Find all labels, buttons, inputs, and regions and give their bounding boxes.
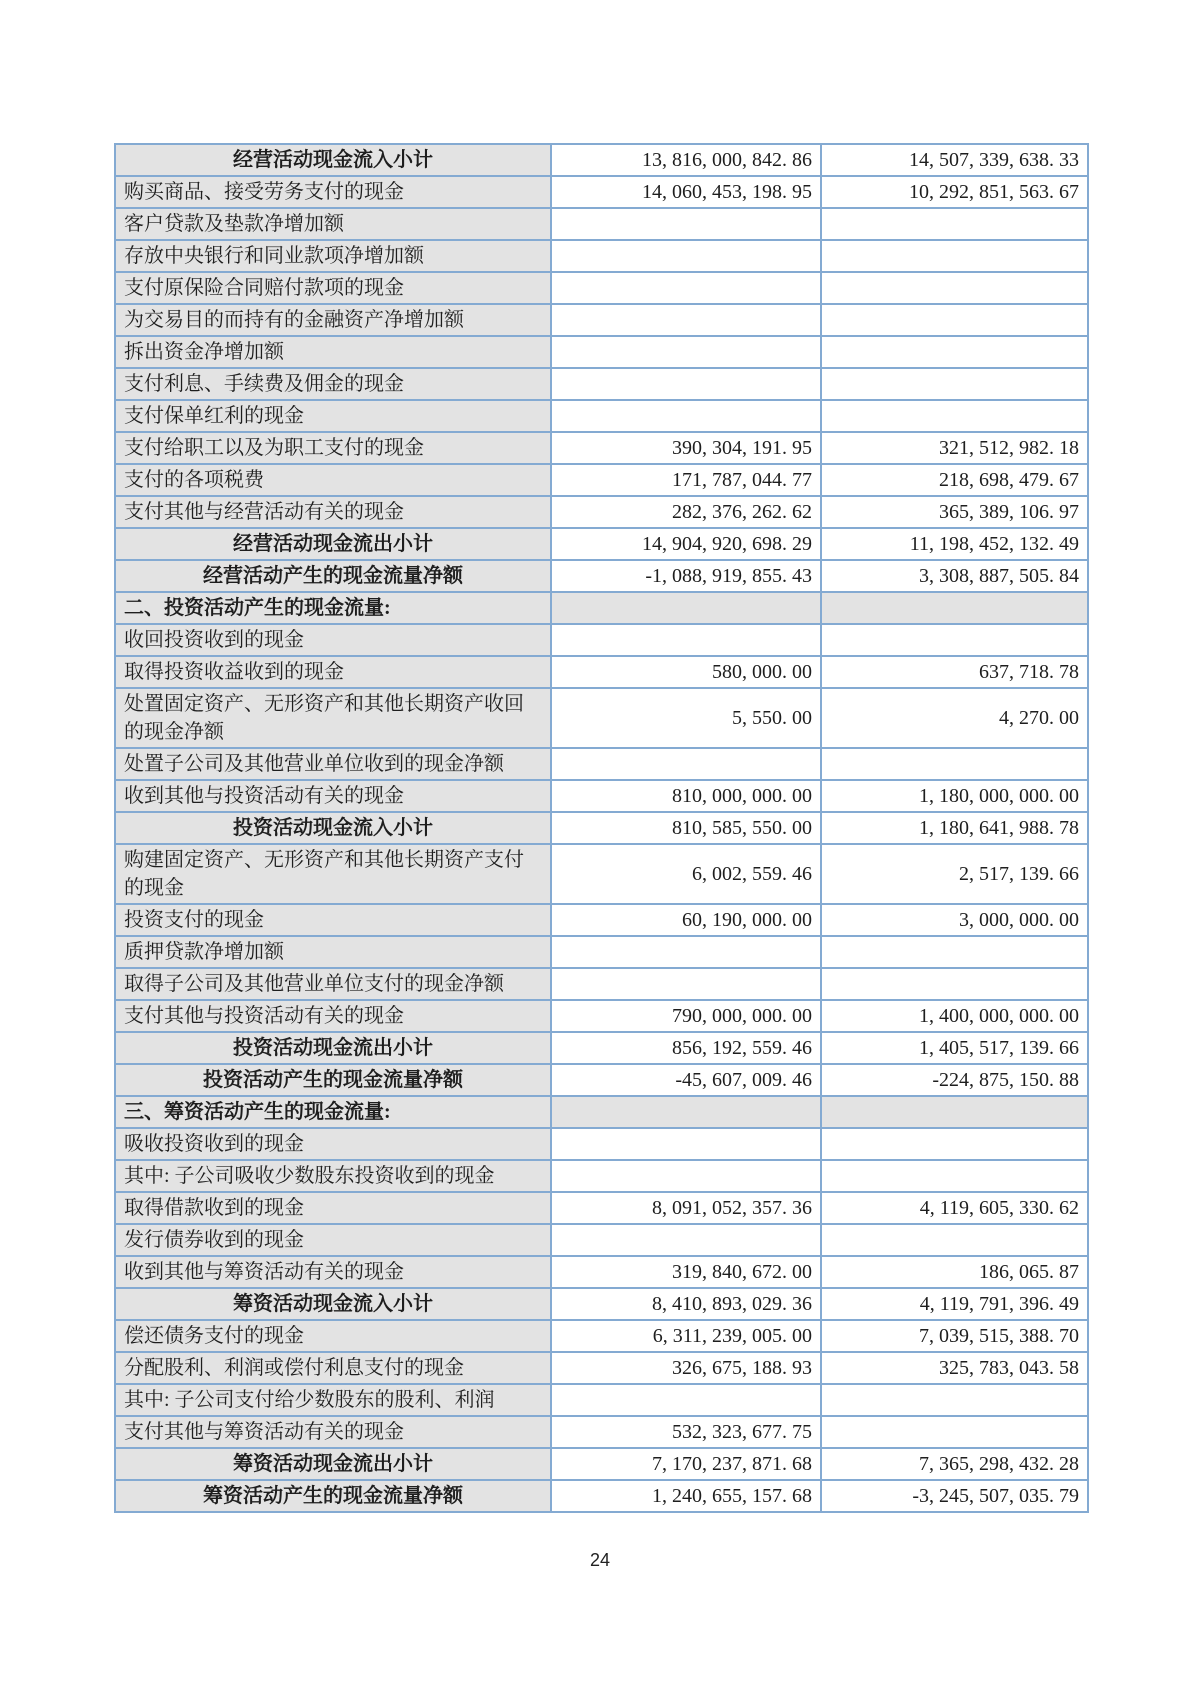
current-period-value-cell: 8, 410, 893, 029. 36 [551, 1288, 821, 1320]
item-label-cell: 筹资活动现金流出小计 [115, 1448, 551, 1480]
item-label-cell: 取得子公司及其他营业单位支付的现金净额 [115, 968, 551, 1000]
item-label-cell: 收回投资收到的现金 [115, 624, 551, 656]
item-label-cell: 经营活动现金流出小计 [115, 528, 551, 560]
current-period-value-cell: -45, 607, 009. 46 [551, 1064, 821, 1096]
item-label-cell: 存放中央银行和同业款项净增加额 [115, 240, 551, 272]
item-label-cell: 处置固定资产、无形资产和其他长期资产收回的现金净额 [115, 688, 551, 748]
item-label-cell: 其中: 子公司支付给少数股东的股利、利润 [115, 1384, 551, 1416]
prior-period-value-cell: -3, 245, 507, 035. 79 [821, 1480, 1088, 1512]
table-row [115, 844, 1088, 904]
table-row [115, 780, 1088, 812]
prior-period-value-cell: 186, 065. 87 [821, 1256, 1088, 1288]
item-label-cell: 经营活动现金流入小计 [115, 144, 551, 176]
table-row [115, 1224, 1088, 1256]
prior-period-value-cell [821, 368, 1088, 400]
item-label-cell: 支付保单红利的现金 [115, 400, 551, 432]
table-row [115, 1352, 1088, 1384]
current-period-value-cell [551, 1384, 821, 1416]
table-row [115, 208, 1088, 240]
item-label-cell: 投资活动现金流入小计 [115, 812, 551, 844]
item-label-cell: 发行债券收到的现金 [115, 1224, 551, 1256]
table-row [115, 904, 1088, 936]
cash-flow-statement-table [114, 143, 1089, 1513]
current-period-value-cell [551, 1224, 821, 1256]
table-row [115, 1384, 1088, 1416]
current-period-value-cell [551, 1128, 821, 1160]
prior-period-value-cell [821, 748, 1088, 780]
table-row [115, 272, 1088, 304]
table-row [115, 368, 1088, 400]
prior-period-value-cell [821, 208, 1088, 240]
table-row [115, 400, 1088, 432]
prior-period-value-cell [821, 936, 1088, 968]
prior-period-value-cell: 3, 308, 887, 505. 84 [821, 560, 1088, 592]
prior-period-value-cell [821, 400, 1088, 432]
table-row [115, 936, 1088, 968]
prior-period-value-cell: 14, 507, 339, 638. 33 [821, 144, 1088, 176]
current-period-value-cell [551, 400, 821, 432]
item-label-cell: 偿还债务支付的现金 [115, 1320, 551, 1352]
prior-period-value-cell: 1, 405, 517, 139. 66 [821, 1032, 1088, 1064]
table-row [115, 1192, 1088, 1224]
prior-period-value-cell [821, 968, 1088, 1000]
table-row [115, 592, 1088, 624]
table-row [115, 240, 1088, 272]
table-row [115, 1448, 1088, 1480]
current-period-value-cell: 390, 304, 191. 95 [551, 432, 821, 464]
prior-period-value-cell [821, 336, 1088, 368]
prior-period-value-cell: -224, 875, 150. 88 [821, 1064, 1088, 1096]
item-label-cell: 支付利息、手续费及佣金的现金 [115, 368, 551, 400]
table-row [115, 1032, 1088, 1064]
item-label-cell: 购建固定资产、无形资产和其他长期资产支付的现金 [115, 844, 551, 904]
prior-period-value-cell: 1, 400, 000, 000. 00 [821, 1000, 1088, 1032]
item-label-cell: 支付原保险合同赔付款项的现金 [115, 272, 551, 304]
prior-period-value-cell [821, 592, 1088, 624]
current-period-value-cell: 580, 000. 00 [551, 656, 821, 688]
current-period-value-cell: 6, 311, 239, 005. 00 [551, 1320, 821, 1352]
item-label-cell: 收到其他与筹资活动有关的现金 [115, 1256, 551, 1288]
table-row [115, 1416, 1088, 1448]
current-period-value-cell [551, 272, 821, 304]
prior-period-value-cell: 321, 512, 982. 18 [821, 432, 1088, 464]
current-period-value-cell: 532, 323, 677. 75 [551, 1416, 821, 1448]
current-period-value-cell: -1, 088, 919, 855. 43 [551, 560, 821, 592]
current-period-value-cell: 5, 550. 00 [551, 688, 821, 748]
current-period-value-cell: 60, 190, 000. 00 [551, 904, 821, 936]
item-label-cell: 支付其他与经营活动有关的现金 [115, 496, 551, 528]
table-row [115, 144, 1088, 176]
item-label-cell: 支付给职工以及为职工支付的现金 [115, 432, 551, 464]
current-period-value-cell: 810, 000, 000. 00 [551, 780, 821, 812]
current-period-value-cell: 6, 002, 559. 46 [551, 844, 821, 904]
current-period-value-cell: 282, 376, 262. 62 [551, 496, 821, 528]
prior-period-value-cell: 218, 698, 479. 67 [821, 464, 1088, 496]
table-row [115, 560, 1088, 592]
prior-period-value-cell: 10, 292, 851, 563. 67 [821, 176, 1088, 208]
current-period-value-cell [551, 304, 821, 336]
table-row [115, 464, 1088, 496]
table-row [115, 1320, 1088, 1352]
item-label-cell: 质押贷款净增加额 [115, 936, 551, 968]
current-period-value-cell: 14, 904, 920, 698. 29 [551, 528, 821, 560]
item-label-cell: 支付其他与筹资活动有关的现金 [115, 1416, 551, 1448]
prior-period-value-cell [821, 1224, 1088, 1256]
current-period-value-cell [551, 1096, 821, 1128]
item-label-cell: 吸收投资收到的现金 [115, 1128, 551, 1160]
item-label-cell: 投资活动现金流出小计 [115, 1032, 551, 1064]
item-label-cell: 取得投资收益收到的现金 [115, 656, 551, 688]
table-row [115, 304, 1088, 336]
cash-flow-table-body [115, 144, 1088, 1512]
table-row [115, 656, 1088, 688]
current-period-value-cell: 319, 840, 672. 00 [551, 1256, 821, 1288]
table-row [115, 1064, 1088, 1096]
prior-period-value-cell: 4, 270. 00 [821, 688, 1088, 748]
prior-period-value-cell: 1, 180, 641, 988. 78 [821, 812, 1088, 844]
prior-period-value-cell: 4, 119, 791, 396. 49 [821, 1288, 1088, 1320]
current-period-value-cell: 790, 000, 000. 00 [551, 1000, 821, 1032]
prior-period-value-cell [821, 240, 1088, 272]
current-period-value-cell [551, 624, 821, 656]
current-period-value-cell: 171, 787, 044. 77 [551, 464, 821, 496]
current-period-value-cell: 856, 192, 559. 46 [551, 1032, 821, 1064]
current-period-value-cell: 326, 675, 188. 93 [551, 1352, 821, 1384]
prior-period-value-cell: 637, 718. 78 [821, 656, 1088, 688]
item-label-cell: 投资活动产生的现金流量净额 [115, 1064, 551, 1096]
table-row [115, 688, 1088, 748]
table-row [115, 432, 1088, 464]
item-label-cell: 取得借款收到的现金 [115, 1192, 551, 1224]
prior-period-value-cell [821, 1160, 1088, 1192]
prior-period-value-cell: 3, 000, 000. 00 [821, 904, 1088, 936]
table-row [115, 176, 1088, 208]
prior-period-value-cell: 7, 039, 515, 388. 70 [821, 1320, 1088, 1352]
table-row [115, 528, 1088, 560]
prior-period-value-cell [821, 272, 1088, 304]
item-label-cell: 分配股利、利润或偿付利息支付的现金 [115, 1352, 551, 1384]
table-row [115, 812, 1088, 844]
item-label-cell: 投资支付的现金 [115, 904, 551, 936]
table-row [115, 1288, 1088, 1320]
item-label-cell: 收到其他与投资活动有关的现金 [115, 780, 551, 812]
current-period-value-cell [551, 240, 821, 272]
current-period-value-cell [551, 748, 821, 780]
current-period-value-cell: 810, 585, 550. 00 [551, 812, 821, 844]
item-label-cell: 二、投资活动产生的现金流量: [115, 592, 551, 624]
table-row [115, 1096, 1088, 1128]
table-row [115, 496, 1088, 528]
table-row [115, 1256, 1088, 1288]
table-row [115, 1000, 1088, 1032]
current-period-value-cell [551, 936, 821, 968]
table-row [115, 624, 1088, 656]
prior-period-value-cell: 325, 783, 043. 58 [821, 1352, 1088, 1384]
table-row [115, 748, 1088, 780]
current-period-value-cell [551, 592, 821, 624]
current-period-value-cell: 1, 240, 655, 157. 68 [551, 1480, 821, 1512]
item-label-cell: 购买商品、接受劳务支付的现金 [115, 176, 551, 208]
current-period-value-cell [551, 968, 821, 1000]
item-label-cell: 支付的各项税费 [115, 464, 551, 496]
item-label-cell: 三、筹资活动产生的现金流量: [115, 1096, 551, 1128]
prior-period-value-cell: 7, 365, 298, 432. 28 [821, 1448, 1088, 1480]
current-period-value-cell [551, 368, 821, 400]
current-period-value-cell [551, 1160, 821, 1192]
current-period-value-cell: 8, 091, 052, 357. 36 [551, 1192, 821, 1224]
table-row [115, 1160, 1088, 1192]
current-period-value-cell [551, 208, 821, 240]
item-label-cell: 筹资活动产生的现金流量净额 [115, 1480, 551, 1512]
prior-period-value-cell: 365, 389, 106. 97 [821, 496, 1088, 528]
prior-period-value-cell: 1, 180, 000, 000. 00 [821, 780, 1088, 812]
prior-period-value-cell [821, 1096, 1088, 1128]
table-row [115, 968, 1088, 1000]
prior-period-value-cell [821, 1128, 1088, 1160]
prior-period-value-cell [821, 1384, 1088, 1416]
current-period-value-cell [551, 336, 821, 368]
prior-period-value-cell [821, 624, 1088, 656]
table-row [115, 336, 1088, 368]
prior-period-value-cell: 2, 517, 139. 66 [821, 844, 1088, 904]
table-row [115, 1128, 1088, 1160]
item-label-cell: 筹资活动现金流入小计 [115, 1288, 551, 1320]
prior-period-value-cell: 11, 198, 452, 132. 49 [821, 528, 1088, 560]
item-label-cell: 其中: 子公司吸收少数股东投资收到的现金 [115, 1160, 551, 1192]
item-label-cell: 为交易目的而持有的金融资产净增加额 [115, 304, 551, 336]
current-period-value-cell: 14, 060, 453, 198. 95 [551, 176, 821, 208]
item-label-cell: 经营活动产生的现金流量净额 [115, 560, 551, 592]
item-label-cell: 拆出资金净增加额 [115, 336, 551, 368]
item-label-cell: 客户贷款及垫款净增加额 [115, 208, 551, 240]
item-label-cell: 支付其他与投资活动有关的现金 [115, 1000, 551, 1032]
prior-period-value-cell [821, 1416, 1088, 1448]
prior-period-value-cell [821, 304, 1088, 336]
page-number: 24 [589, 1550, 611, 1570]
item-label-cell: 处置子公司及其他营业单位收到的现金净额 [115, 748, 551, 780]
table-row [115, 1480, 1088, 1512]
current-period-value-cell: 13, 816, 000, 842. 86 [551, 144, 821, 176]
current-period-value-cell: 7, 170, 237, 871. 68 [551, 1448, 821, 1480]
prior-period-value-cell: 4, 119, 605, 330. 62 [821, 1192, 1088, 1224]
